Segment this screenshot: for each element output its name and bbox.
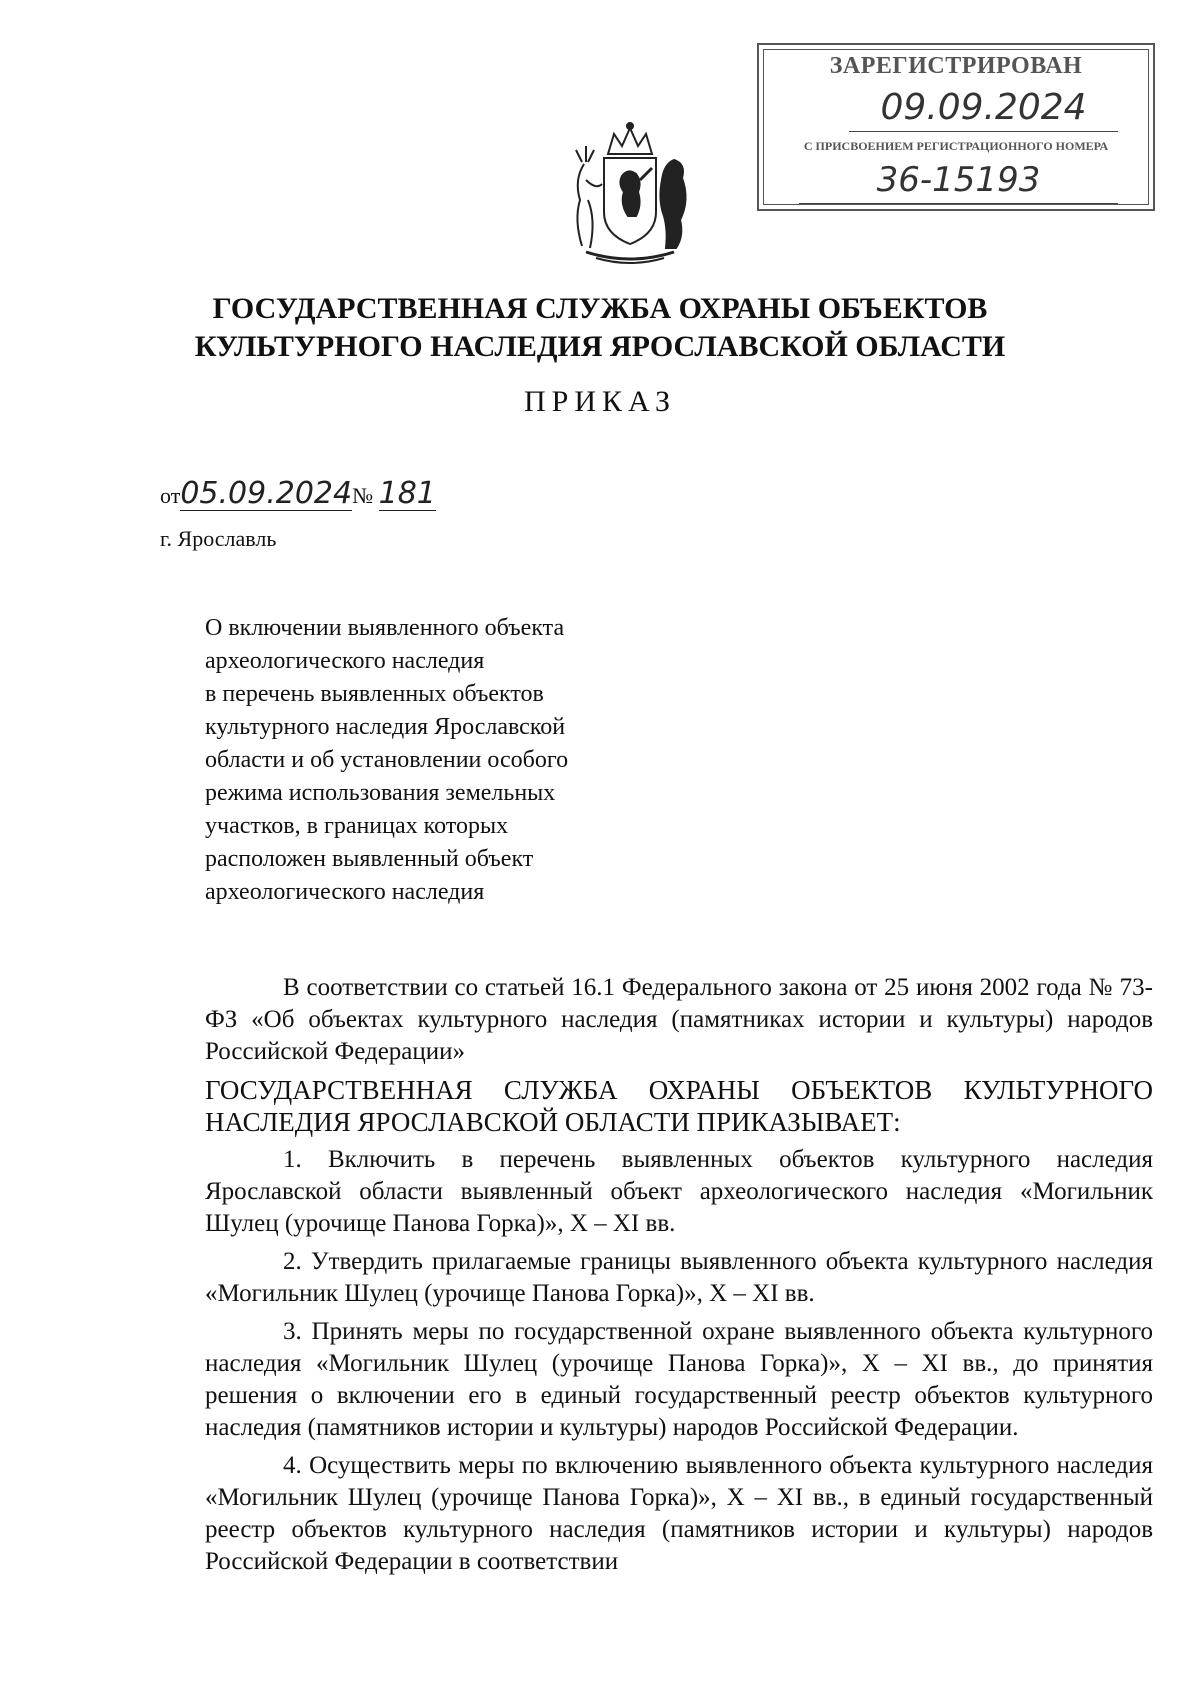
organization-name — [120, 290, 1080, 366]
stamp-date: 09.09.2024 — [849, 85, 1118, 132]
order-item-2: 2. Утвердить прилагаемые границы выявленного объекта культурного наследия «Могильник Шулец (урочище Панова Горка)», X – XI вв. — [205, 1248, 1153, 1307]
subject-line: археологического наследия — [205, 879, 485, 905]
subject-line: расположен выявленный объект — [205, 846, 534, 872]
order-subject — [205, 612, 645, 909]
document-type: ПРИКАЗ — [524, 385, 676, 418]
subject-line: участков, в границах которых — [205, 813, 509, 839]
subject-line: О включении выявленного объекта — [205, 615, 565, 641]
city: г. Ярославль — [160, 526, 277, 551]
order-item-4: 4. Осуществить меры по включению выявленного объекта культурного наследия «Могильник Шулец (урочище Панова Горка)», X – XI вв., в единый государственный реестр объектов культурного наследия (памятников истории и культуры) народов Российской Федерации в соответствии — [205, 1452, 1153, 1575]
directive-paragraph: ГОСУДАРСТВЕННАЯ СЛУЖБА ОХРАНЫ ОБЪЕКТОВ КУЛЬТУРНОГО НАСЛЕДИЯ ЯРОСЛАВСКОЙ ОБЛАСТИ ПРИКАЗЫВАЕТ: — [205, 1075, 1153, 1137]
subject-line: в перечень выявленных объектов — [205, 681, 544, 707]
number-label: № — [352, 483, 374, 508]
org-line-1: ГОСУДАРСТВЕННАЯ СЛУЖБА ОХРАНЫ ОБЪЕКТОВ — [212, 292, 988, 325]
subject-line: режима использования земельных — [205, 780, 556, 806]
preamble-paragraph: В соответствии со статьей 16.1 Федерального закона от 25 июня 2002 года № 73-ФЗ «Об объектах культурного наследия (памятниках истории и культуры) народов Российской Федерации» — [205, 974, 1153, 1065]
stamp-caption: С ПРИСВОЕНИЕМ РЕГИСТРАЦИОННОГО НОМЕРА — [803, 139, 1109, 153]
stamp-registration-number: 36-15193 — [799, 157, 1118, 204]
order-number: 181 — [378, 476, 436, 511]
order-date: 05.09.2024 — [180, 476, 353, 511]
subject-line: области и об установлении особого — [205, 747, 569, 773]
from-label: от — [160, 483, 181, 508]
stamp-title: ЗАРЕГИСТРИРОВАН — [829, 53, 1083, 79]
org-line-2: КУЛЬТУРНОГО НАСЛЕДИЯ ЯРОСЛАВСКОЙ ОБЛАСТИ — [194, 330, 1006, 363]
order-date-line — [160, 478, 436, 511]
order-body — [205, 972, 1153, 1584]
order-item-1: 1. Включить в перечень выявленных объектов культурного наследия Ярославской области выявленный объект археологического наследия «Могильник Шулец (урочище Панова Горка)», X – XI вв. — [205, 1146, 1153, 1237]
coat-of-arms-emblem — [556, 120, 704, 268]
registration-stamp — [757, 43, 1155, 211]
subject-line: культурного наследия Ярославской — [205, 714, 566, 740]
subject-line: археологического наследия — [205, 648, 485, 674]
order-item-3: 3. Принять меры по государственной охране выявленного объекта культурного наследия «Могильник Шулец (урочище Панова Горка)», X – XI вв., до принятия решения о включении его в единый государственный реестр объектов культурного наследия (памятников истории и культуры) народов Российской Федерации. — [205, 1318, 1153, 1441]
